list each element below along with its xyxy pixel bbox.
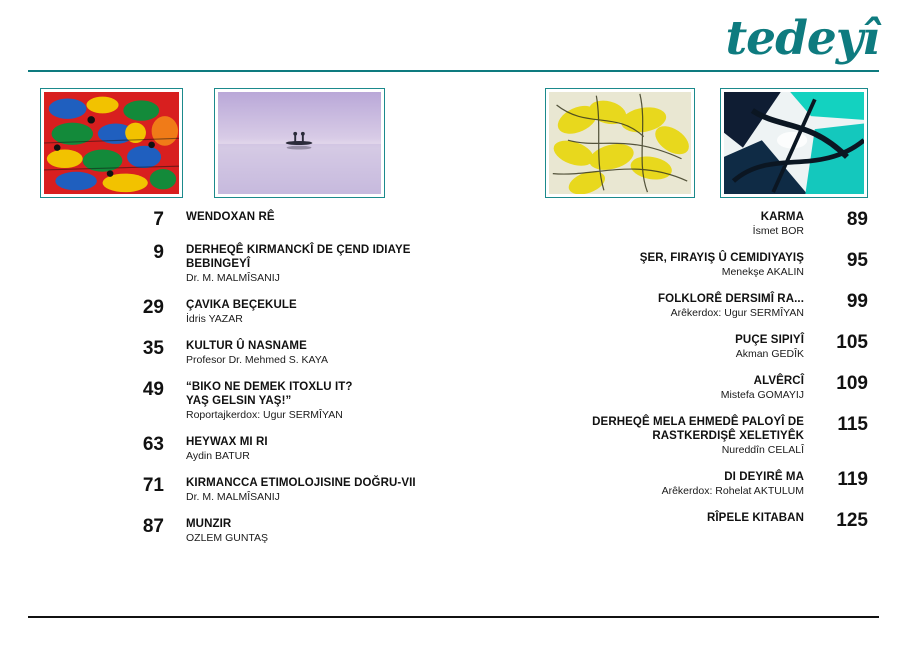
toc-entry[interactable] xyxy=(118,210,448,230)
toc-entry[interactable] xyxy=(118,476,448,504)
toc-author: İdris YAZAR xyxy=(186,313,243,325)
toc-author: Dr. M. MALMÎSANIJ xyxy=(186,491,280,503)
toc-title xyxy=(186,380,353,408)
photo-yellow-flowers xyxy=(545,88,695,198)
toc-title: WENDOXAN RÊ xyxy=(186,211,275,223)
toc-title: MUNZIR xyxy=(186,518,232,530)
toc-entry-text xyxy=(164,380,353,422)
toc-page-number: 29 xyxy=(142,297,164,318)
toc-page-number: 105 xyxy=(836,332,868,353)
toc-entry[interactable] xyxy=(545,251,868,279)
photo-boat-on-lake-svg xyxy=(218,92,381,194)
toc-page-number: 71 xyxy=(142,475,164,496)
artwork-teal-abstract xyxy=(720,88,868,198)
toc-entry-text xyxy=(545,415,816,457)
toc-entry[interactable] xyxy=(118,435,448,463)
header-divider xyxy=(28,70,879,72)
toc-entry[interactable] xyxy=(545,333,868,361)
photo-yellow-flowers-svg xyxy=(549,92,691,194)
toc-entry-text xyxy=(545,333,816,361)
artwork-teal-abstract-svg xyxy=(724,92,864,194)
artwork-colorful-fish-painting xyxy=(40,88,183,198)
toc-author: Mistefa GOMAYIJ xyxy=(720,389,804,401)
toc-title: HEYWAX MI RI xyxy=(186,436,268,448)
toc-entry[interactable] xyxy=(545,210,868,238)
photo-boat-on-lake xyxy=(214,88,385,198)
toc-author: Arêkerdox: Ugur SERMÎYAN xyxy=(670,307,804,319)
toc-entry-text xyxy=(164,517,268,545)
toc-author: Dr. M. MALMÎSANIJ xyxy=(186,272,280,284)
toc-title: DI DEYIRÊ MA xyxy=(724,471,804,483)
toc-entry-text xyxy=(164,210,275,225)
toc-title: KIRMANCCA ETIMOLOJISINE DOĞRU-VII xyxy=(186,477,416,489)
toc-title: ALVÊRCÎ xyxy=(753,375,804,387)
footer-divider xyxy=(28,616,879,618)
magazine-title: tedeyî xyxy=(725,11,879,66)
toc-entry[interactable] xyxy=(545,415,868,457)
toc-entry-text xyxy=(545,470,816,498)
toc-title xyxy=(186,243,411,271)
toc-entry-text xyxy=(545,374,816,402)
toc-title-line1: DERHEQÊ KIRMANCKÎ DE ÇEND IDIAYE xyxy=(186,244,411,256)
toc-title-line2: YAŞ GELSIN YAŞ!” xyxy=(186,395,292,407)
toc-entry[interactable] xyxy=(118,380,448,422)
toc-title: ÇAVIKA BEÇEKULE xyxy=(186,299,297,311)
toc-entry-text xyxy=(164,298,297,326)
toc-entry[interactable] xyxy=(545,470,868,498)
toc-author: Roportajkerdox: Ugur SERMÎYAN xyxy=(186,409,343,421)
toc-entry[interactable] xyxy=(545,374,868,402)
toc-entry-text xyxy=(164,476,416,504)
toc-entry-text xyxy=(545,292,816,320)
toc-entry-text xyxy=(164,435,268,463)
toc-title-line1: “BIKO NE DEMEK ITOXLU IT? xyxy=(186,381,353,393)
toc-page-number: 99 xyxy=(846,291,868,312)
toc-page-number: 63 xyxy=(142,434,164,455)
toc-entry[interactable] xyxy=(118,243,448,285)
toc-column-left xyxy=(118,210,448,558)
toc-page-number: 95 xyxy=(846,250,868,271)
toc-page-number: 9 xyxy=(153,242,164,263)
toc-author: Aydin BATUR xyxy=(186,450,250,462)
toc-title-line2: RASTKERDIŞÊ XELETIYÊK xyxy=(652,430,804,442)
toc-author: Menekşe AKALIN xyxy=(721,266,804,278)
toc-title: KARMA xyxy=(760,211,804,223)
toc-author: Nureddîn CELALÎ xyxy=(721,444,804,456)
toc-entry[interactable] xyxy=(545,511,868,531)
toc-title: RÎPELE KITABAN xyxy=(706,512,804,524)
toc-entry[interactable] xyxy=(118,339,448,367)
toc-entry-text xyxy=(545,251,816,279)
toc-page-number: 7 xyxy=(153,209,164,230)
toc-page-number: 125 xyxy=(836,510,868,531)
toc-page-number: 35 xyxy=(142,338,164,359)
toc-entry-text xyxy=(164,339,328,367)
toc-title: KULTUR Û NASNAME xyxy=(186,340,307,352)
toc-author: İsmet BOR xyxy=(752,225,804,237)
toc-title: ŞER, FIRAYIŞ Û CEMIDIYAYIŞ xyxy=(639,252,804,264)
toc-title-line2: BEBINGEYÎ xyxy=(186,258,251,270)
toc-page-number: 119 xyxy=(837,469,868,490)
toc-author: Profesor Dr. Mehmed S. KAYA xyxy=(186,354,328,366)
toc-page-number: 109 xyxy=(836,373,868,394)
toc-author: OZLEM GUNTAŞ xyxy=(186,532,269,544)
toc-entry[interactable] xyxy=(118,517,448,545)
toc-entry-text xyxy=(545,511,816,526)
toc-entry-text xyxy=(545,210,816,238)
masthead xyxy=(539,10,879,68)
toc-page-number: 89 xyxy=(846,209,868,230)
toc-title xyxy=(545,415,804,443)
toc-title: PUÇE SIPIYÎ xyxy=(735,334,804,346)
toc-entry-text xyxy=(164,243,411,285)
toc-author: Akman GEDÎK xyxy=(735,348,804,360)
toc-page-number: 115 xyxy=(837,414,868,435)
toc-title: FOLKLORÊ DERSIMÎ RA... xyxy=(658,293,804,305)
artwork-colorful-fish-painting-svg xyxy=(44,92,179,194)
toc-column-right xyxy=(545,210,868,544)
toc-entry[interactable] xyxy=(118,298,448,326)
toc-entry[interactable] xyxy=(545,292,868,320)
toc-page-number: 87 xyxy=(142,516,164,537)
toc-title-line1: DERHEQÊ MELA EHMEDÊ PALOYÎ DE xyxy=(592,416,804,428)
toc-page-number: 49 xyxy=(142,379,164,400)
toc-author: Arêkerdox: Rohelat AKTULUM xyxy=(661,485,804,497)
